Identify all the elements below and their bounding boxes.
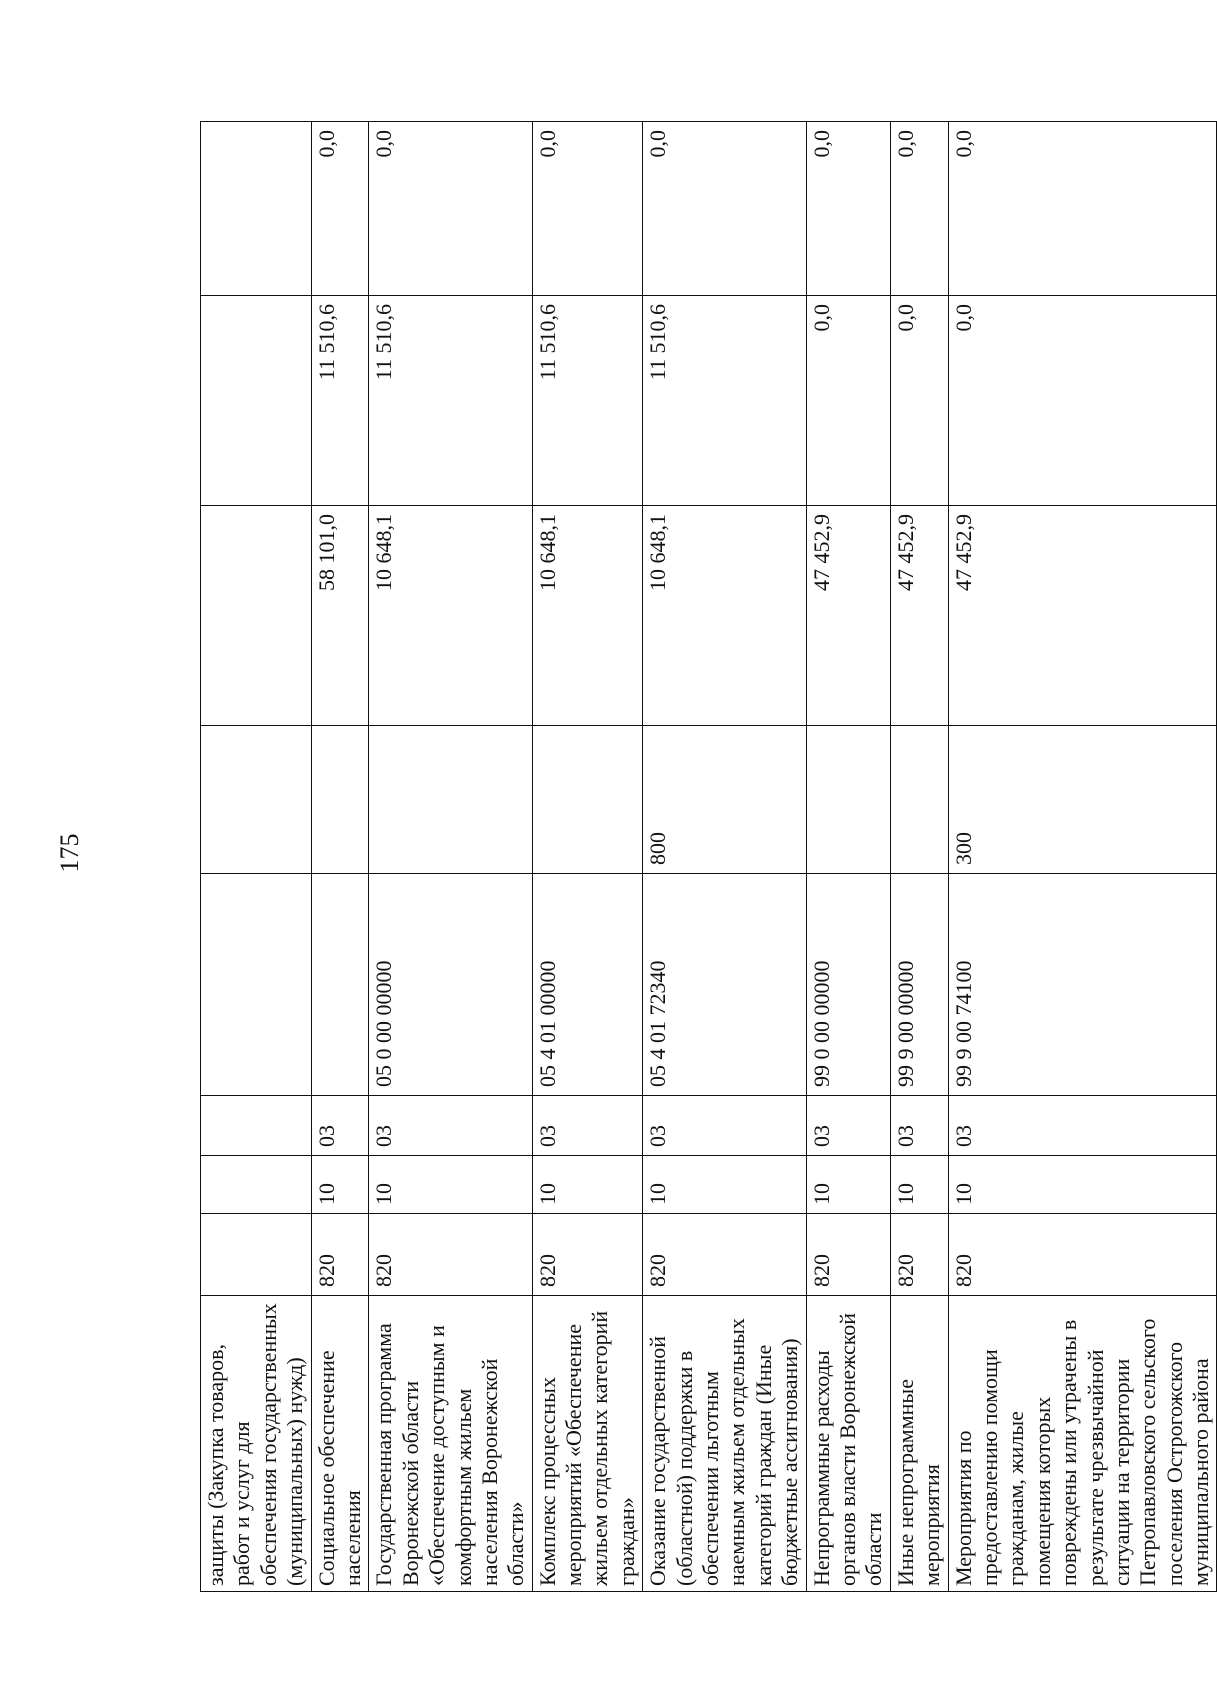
row-name-cell: Социальное обеспечение населения bbox=[311, 1296, 369, 1592]
expense-type-cell bbox=[369, 726, 532, 874]
amount-1-cell: 58 101,0 bbox=[311, 506, 369, 726]
target-article-cell: 05 4 01 00000 bbox=[532, 874, 643, 1096]
section-cell bbox=[201, 1156, 312, 1214]
target-article-cell: 99 0 00 00000 bbox=[806, 874, 890, 1096]
grbs-cell: 820 bbox=[948, 1214, 1217, 1296]
table-row bbox=[948, 122, 1217, 1592]
subsection-cell: 03 bbox=[948, 1096, 1217, 1156]
table-row bbox=[369, 122, 532, 1592]
amount-2-cell: 11 510,6 bbox=[311, 296, 369, 506]
grbs-cell: 820 bbox=[643, 1214, 806, 1296]
amount-1-cell: 47 452,9 bbox=[948, 506, 1217, 726]
amount-2-cell: 11 510,6 bbox=[532, 296, 643, 506]
target-article-cell: 05 0 00 00000 bbox=[369, 874, 532, 1096]
amount-3-cell: 0,0 bbox=[311, 122, 369, 296]
subsection-cell: 03 bbox=[643, 1096, 806, 1156]
section-cell: 10 bbox=[532, 1156, 643, 1214]
amount-3-cell: 0,0 bbox=[369, 122, 532, 296]
subsection-cell: 03 bbox=[532, 1096, 643, 1156]
table-row bbox=[890, 122, 948, 1592]
amount-2-cell: 11 510,6 bbox=[369, 296, 532, 506]
section-cell: 10 bbox=[948, 1156, 1217, 1214]
amount-1-cell bbox=[201, 506, 312, 726]
target-article-cell: 99 9 00 74100 bbox=[948, 874, 1217, 1096]
subsection-cell: 03 bbox=[311, 1096, 369, 1156]
grbs-cell bbox=[201, 1214, 312, 1296]
target-article-cell: 99 9 00 00000 bbox=[890, 874, 948, 1096]
expense-type-cell bbox=[311, 726, 369, 874]
expense-type-cell bbox=[806, 726, 890, 874]
section-cell: 10 bbox=[369, 1156, 532, 1214]
amount-2-cell: 0,0 bbox=[806, 296, 890, 506]
amount-3-cell: 0,0 bbox=[948, 122, 1217, 296]
section-cell: 10 bbox=[890, 1156, 948, 1214]
expense-type-cell bbox=[890, 726, 948, 874]
subsection-cell: 03 bbox=[806, 1096, 890, 1156]
target-article-cell bbox=[311, 874, 369, 1096]
section-cell: 10 bbox=[311, 1156, 369, 1214]
row-name-cell: Оказание государственной (областной) поддержки в обеспечении льготным наемным жильем отдельных категорий граждан (Иные бюджетные ассигнования) bbox=[643, 1296, 806, 1592]
section-cell: 10 bbox=[806, 1156, 890, 1214]
row-name-cell: Иные непрограммные мероприятия bbox=[890, 1296, 948, 1592]
row-name-cell: Мероприятия по предоставлению помощи гражданам, жилые помещения которых повреждены или утрачены в результате чрезвычайной ситуации на территории Петропавловского сельского поселения Острогожского муниципального района bbox=[948, 1296, 1217, 1592]
row-name-cell: Государственная программа Воронежской области «Обеспечение доступным и комфортным жильем населения Воронежской области» bbox=[369, 1296, 532, 1592]
amount-2-cell bbox=[201, 296, 312, 506]
row-name-cell: Непрограммные расходы органов власти Воронежской области bbox=[806, 1296, 890, 1592]
target-article-cell bbox=[201, 874, 312, 1096]
row-name-cell: Комплекс процессных мероприятий «Обеспечение жильем отдельных категорий граждан» bbox=[532, 1296, 643, 1592]
expense-type-cell: 800 bbox=[643, 726, 806, 874]
section-cell: 10 bbox=[643, 1156, 806, 1214]
subsection-cell: 03 bbox=[890, 1096, 948, 1156]
amount-1-cell: 10 648,1 bbox=[532, 506, 643, 726]
subsection-cell: 03 bbox=[369, 1096, 532, 1156]
target-article-cell: 05 4 01 72340 bbox=[643, 874, 806, 1096]
table-row bbox=[806, 122, 890, 1592]
expense-type-cell: 300 bbox=[948, 726, 1217, 874]
subsection-cell bbox=[201, 1096, 312, 1156]
grbs-cell: 820 bbox=[532, 1214, 643, 1296]
grbs-cell: 820 bbox=[311, 1214, 369, 1296]
amount-1-cell: 10 648,1 bbox=[369, 506, 532, 726]
amount-3-cell: 0,0 bbox=[890, 122, 948, 296]
expense-type-cell bbox=[201, 726, 312, 874]
budget-table-container bbox=[200, 122, 1214, 1592]
expense-type-cell bbox=[532, 726, 643, 874]
amount-3-cell: 0,0 bbox=[643, 122, 806, 296]
grbs-cell: 820 bbox=[890, 1214, 948, 1296]
amount-2-cell: 0,0 bbox=[948, 296, 1217, 506]
amount-1-cell: 47 452,9 bbox=[806, 506, 890, 726]
table-row bbox=[311, 122, 369, 1592]
table-row bbox=[201, 122, 312, 1592]
table-row bbox=[643, 122, 806, 1592]
amount-3-cell: 0,0 bbox=[806, 122, 890, 296]
table-row bbox=[532, 122, 643, 1592]
amount-3-cell bbox=[201, 122, 312, 296]
amount-2-cell: 11 510,6 bbox=[643, 296, 806, 506]
budget-table bbox=[200, 121, 1217, 1592]
grbs-cell: 820 bbox=[806, 1214, 890, 1296]
row-name-cell: защиты (Закупка товаров, работ и услуг для обеспечения государственных (муниципальных) нужд) bbox=[201, 1296, 312, 1592]
amount-1-cell: 47 452,9 bbox=[890, 506, 948, 726]
page-number: 175 bbox=[55, 833, 84, 873]
grbs-cell: 820 bbox=[369, 1214, 532, 1296]
amount-3-cell: 0,0 bbox=[532, 122, 643, 296]
amount-2-cell: 0,0 bbox=[890, 296, 948, 506]
amount-1-cell: 10 648,1 bbox=[643, 506, 806, 726]
